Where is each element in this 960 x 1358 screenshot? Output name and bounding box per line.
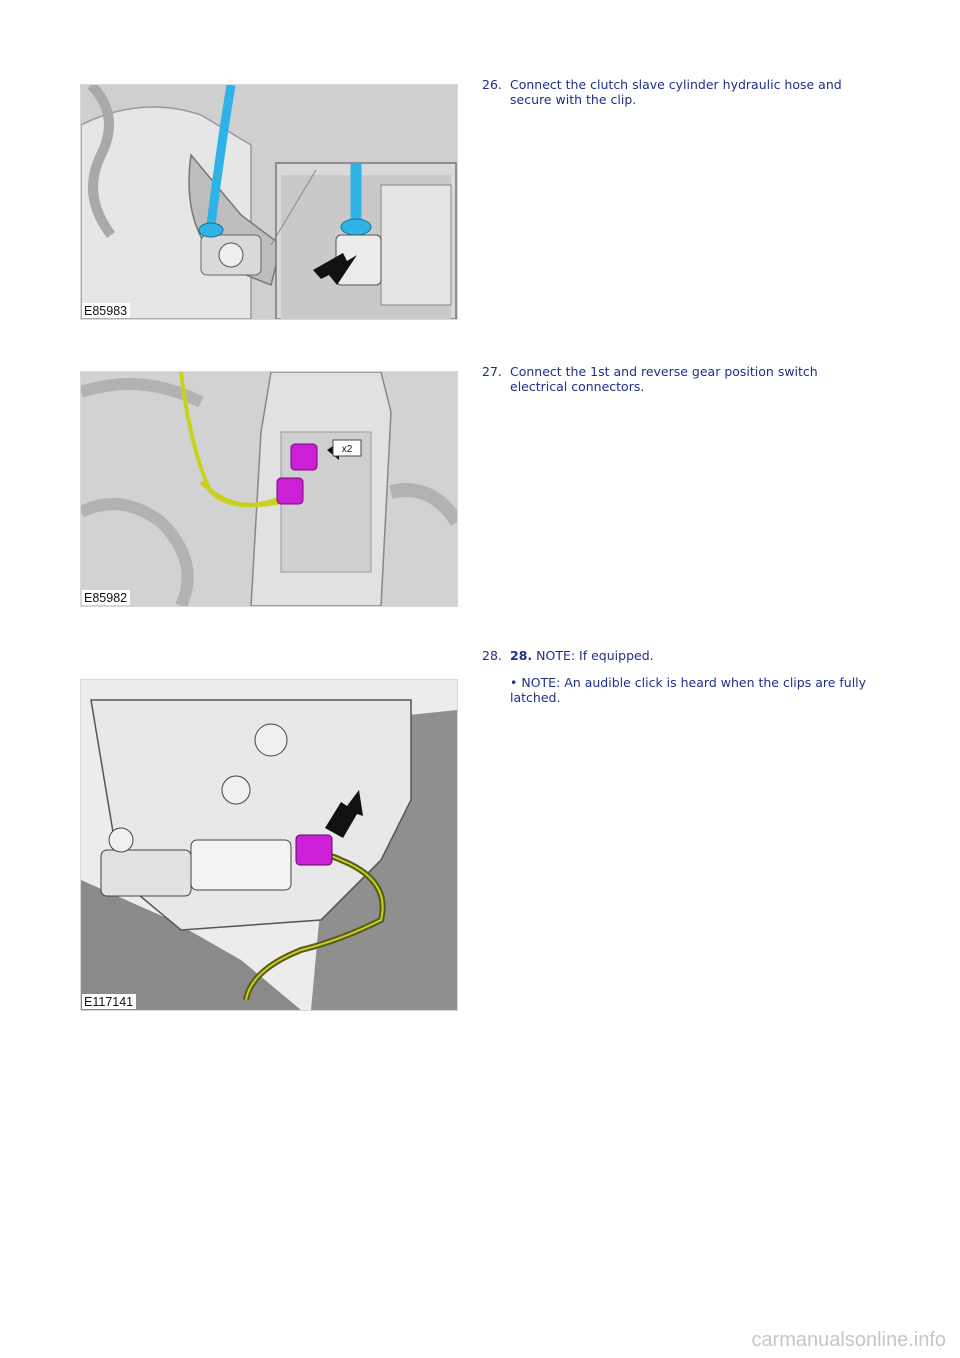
- step-27: [482, 364, 870, 394]
- step-text: Connect the clutch slave cylinder hydraulic hose and secure with the clip.: [510, 77, 842, 107]
- callout-x2: x2: [341, 444, 353, 455]
- step-text: Connect the 1st and reverse gear position switch electrical connectors.: [510, 364, 818, 394]
- figure-e85983: [80, 84, 458, 320]
- step-28: [482, 648, 870, 705]
- step-number: 27.: [482, 364, 502, 379]
- bullet: •: [510, 675, 518, 690]
- clutch-hose-illustration: [81, 85, 457, 319]
- figure-label: E85983: [82, 303, 130, 318]
- step-number: 28.: [482, 648, 502, 663]
- figure-e85982: [80, 371, 458, 607]
- note-if-equipped: NOTE: If equipped.: [536, 648, 654, 663]
- step-note-1: [510, 648, 870, 663]
- step-note-2: [510, 675, 870, 705]
- gear-switch-illustration: [81, 372, 457, 606]
- step-bold-label: 28.: [510, 648, 533, 663]
- figure-label: E117141: [82, 994, 136, 1009]
- note-audible-click: NOTE: An audible click is heard when the clips are fully latched.: [510, 675, 867, 705]
- watermark: carmanualsonline.info: [751, 1329, 946, 1351]
- figure-e117141: [80, 679, 458, 1011]
- figure-label: E85982: [82, 590, 130, 605]
- step-26: [482, 77, 870, 107]
- step-number: 26.: [482, 77, 502, 92]
- clip-connector-illustration: [81, 680, 457, 1010]
